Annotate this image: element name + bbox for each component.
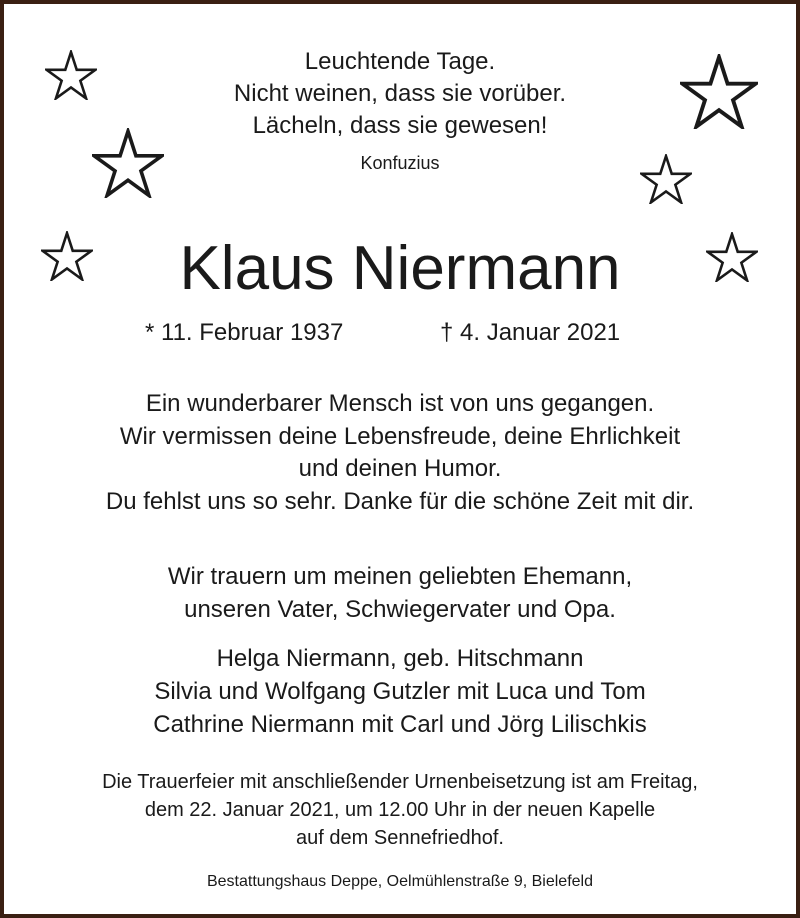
obituary-card [4,4,796,914]
undertaker-info: Bestattungshaus Deppe, Oelmühlenstraße 9, Bielefeld [206,873,593,890]
deceased-name: Klaus Niermann [179,234,621,303]
tribute-line: Wir vermissen deine Lebensfreude, deine Ehrlichkeit [119,422,681,450]
motto-author: Konfuzius [360,153,440,173]
birth-date: * 11. Februar 1937 [145,319,344,346]
mourners-list [4,642,796,741]
motto-quote [4,46,796,142]
funeral-service-info [4,768,796,852]
death-date: † 4. Januar 2021 [440,319,621,346]
motto-line: Nicht weinen, dass sie vorüber. [233,80,567,107]
mourner-name: Silvia und Wolfgang Gutzler mit Luca und Tom [154,678,646,705]
motto-line: Leuchtende Tage. [304,48,496,75]
tribute-line: und deinen Humor. [298,455,502,482]
service-line: auf dem Sennefriedhof. [296,827,504,849]
mourning-text [4,561,796,626]
tribute-text [4,388,796,518]
tribute-line: Du fehlst uns so sehr. Danke für die schöne Zeit mit dir. [105,487,695,515]
service-line: dem 22. Januar 2021, um 12.00 Uhr in der neuen Kapelle [144,799,656,821]
motto-line: Lächeln, dass sie gewesen! [252,112,548,139]
mourner-name: Cathrine Niermann mit Carl und Jörg Lilischkis [153,711,647,738]
mourning-line: unseren Vater, Schwiegervater und Opa. [184,595,616,623]
tribute-line: Ein wunderbarer Mensch ist von uns gegangen. [145,390,655,417]
mourning-line: Wir trauern um meinen geliebten Ehemann, [167,563,633,590]
mourner-name: Helga Niermann, geb. Hitschmann [216,645,584,672]
service-line: Die Trauerfeier mit anschließender Urnenbeisetzung ist am Freitag, [102,771,698,793]
